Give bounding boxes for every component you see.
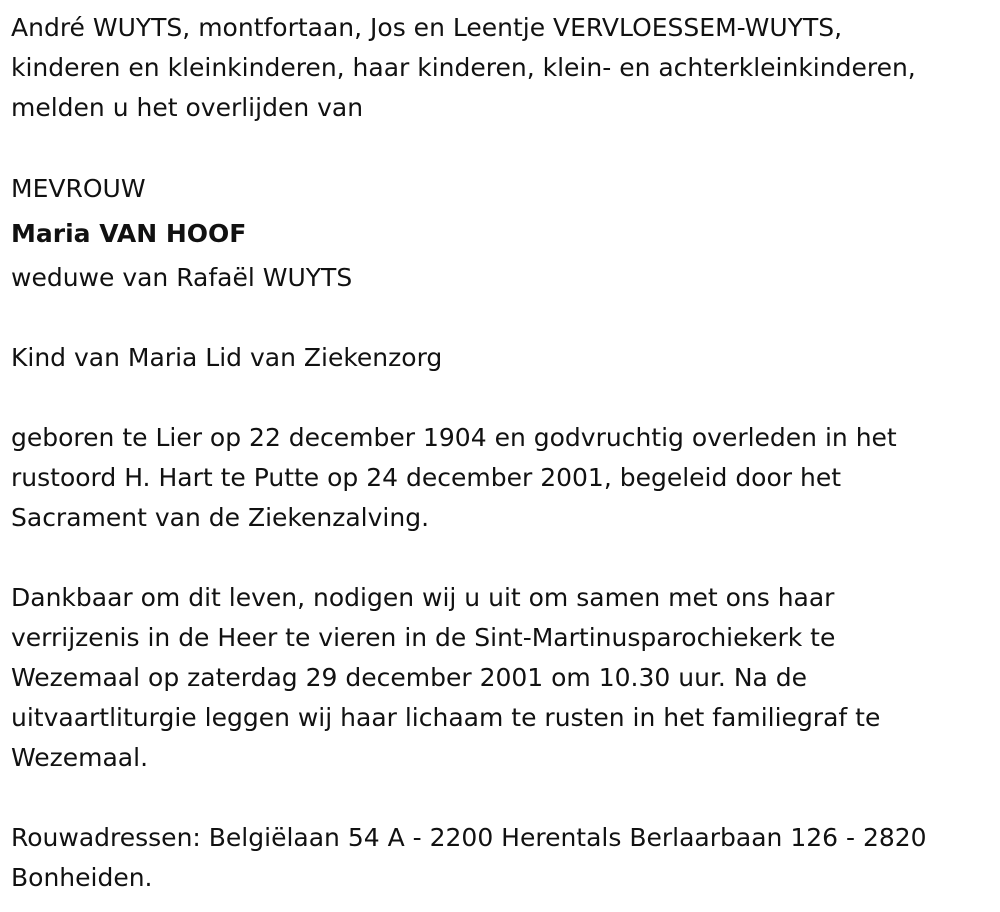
ceremony-line: Wezemaal. bbox=[11, 743, 149, 772]
spacer bbox=[11, 538, 990, 578]
ceremony-line: uitvaartliturgie leggen wij haar lichaam te rusten in het familiegraf te bbox=[11, 703, 881, 732]
birth-death-line: geboren te Lier op 22 december 1904 en godvruchtig overleden in het bbox=[11, 423, 897, 452]
deceased-block bbox=[11, 168, 990, 298]
intro-line: melden u het overlijden van bbox=[11, 93, 364, 122]
spacer bbox=[11, 378, 990, 418]
ceremony-paragraph bbox=[11, 578, 990, 778]
birth-death-line: Sacrament van de Ziekenzalving. bbox=[11, 503, 430, 532]
deceased-name: Maria VAN HOOF bbox=[11, 219, 247, 248]
spacer bbox=[11, 778, 990, 818]
addresses-paragraph bbox=[11, 818, 990, 898]
intro-paragraph bbox=[11, 8, 990, 128]
ceremony-line: Wezemaal op zaterdag 29 december 2001 om 10.30 uur. Na de bbox=[11, 663, 808, 692]
deceased-widow-of: weduwe van Rafaël WUYTS bbox=[11, 263, 353, 292]
ceremony-line: verrijzenis in de Heer te vieren in de Sint-Martinusparochiekerk te bbox=[11, 623, 836, 652]
intro-line: André WUYTS, montfortaan, Jos en Leentje VERVLOESSEM-WUYTS, bbox=[11, 13, 843, 42]
spacer bbox=[11, 128, 990, 168]
intro-line: kinderen en kleinkinderen, haar kinderen, klein- en achterkleinkinderen, bbox=[11, 53, 916, 82]
birth-death-paragraph bbox=[11, 418, 990, 538]
ceremony-line: Dankbaar om dit leven, nodigen wij u uit om samen met ons haar bbox=[11, 583, 835, 612]
spacer bbox=[11, 298, 990, 338]
addresses-line: Bonheiden. bbox=[11, 863, 153, 892]
membership-line: Kind van Maria Lid van Ziekenzorg bbox=[11, 343, 443, 372]
addresses-line: Rouwadressen: Belgiëlaan 54 A - 2200 Herentals Berlaarbaan 126 - 2820 bbox=[11, 823, 927, 852]
birth-death-line: rustoord H. Hart te Putte op 24 december 2001, begeleid door het bbox=[11, 463, 842, 492]
deceased-title: MEVROUW bbox=[11, 174, 146, 203]
